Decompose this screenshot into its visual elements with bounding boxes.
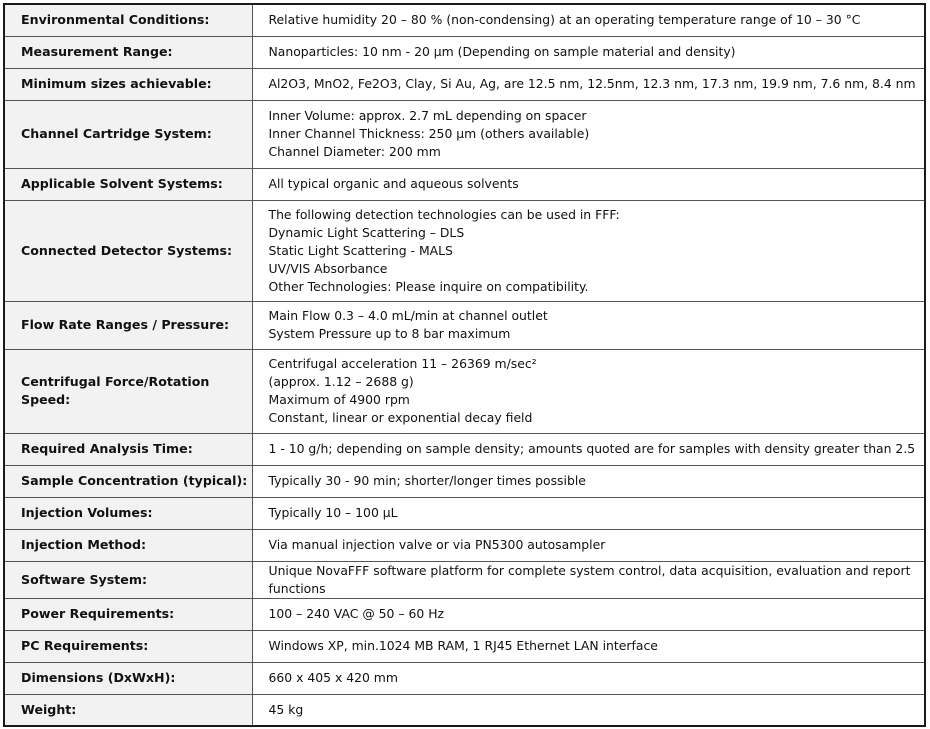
- spec-label: Centrifugal Force/Rotation Speed:: [4, 349, 252, 433]
- spec-value-line: Al2O3, MnO2, Fe2O3, Clay, Si Au, Ag, are 12.5 nm, 12.5nm, 12.3 nm, 17.3 nm, 19.9 nm, 7.6 nm, 8.4 nm: [268, 76, 916, 91]
- spec-row: [4, 168, 925, 200]
- spec-value-line: Typically 30 - 90 min; shorter/longer times possible: [268, 473, 586, 488]
- spec-value: [252, 433, 925, 465]
- spec-label: Weight:: [4, 694, 252, 726]
- spec-label: Injection Method:: [4, 529, 252, 561]
- spec-value-line: Constant, linear or exponential decay field: [268, 410, 533, 425]
- spec-row: [4, 630, 925, 662]
- spec-value-line: Channel Diameter: 200 mm: [268, 144, 441, 159]
- spec-value: [252, 200, 925, 301]
- spec-row: [4, 100, 925, 168]
- spec-value: [252, 662, 925, 694]
- spec-value: [252, 4, 925, 36]
- spec-value-line: Typically 10 – 100 μL: [268, 505, 398, 520]
- spec-label: Measurement Range:: [4, 36, 252, 68]
- spec-label: Environmental Conditions:: [4, 4, 252, 36]
- spec-value-line: 660 x 405 x 420 mm: [268, 670, 398, 685]
- spec-value-line: Maximum of 4900 rpm: [268, 392, 410, 407]
- spec-value-line: Inner Volume: approx. 2.7 mL depending on spacer: [268, 108, 587, 123]
- spec-value-line: Centrifugal acceleration 11 – 26369 m/sec²: [268, 356, 537, 371]
- spec-row: [4, 662, 925, 694]
- spec-row: [4, 694, 925, 726]
- spec-row: [4, 4, 925, 36]
- spec-value-line: Static Light Scattering - MALS: [268, 242, 453, 258]
- spec-value-line: 100 – 240 VAC @ 50 – 60 Hz: [268, 606, 445, 621]
- spec-value-line: UV/VIS Absorbance: [268, 260, 388, 276]
- spec-value: [252, 168, 925, 200]
- spec-value: [252, 465, 925, 497]
- spec-value-line: Other Technologies: Please inquire on compatibility.: [268, 278, 589, 294]
- spec-value: [252, 68, 925, 100]
- spec-value: [252, 301, 925, 349]
- spec-value-line: Via manual injection valve or via PN5300 autosampler: [268, 537, 606, 552]
- spec-label: Injection Volumes:: [4, 497, 252, 529]
- spec-value-line: System Pressure up to 8 bar maximum: [268, 326, 511, 341]
- spec-value: [252, 529, 925, 561]
- spec-value: [252, 349, 925, 433]
- spec-row: [4, 433, 925, 465]
- specifications-table: [3, 3, 926, 727]
- spec-value-line: Windows XP, min.1024 MB RAM, 1 RJ45 Ethernet LAN interface: [268, 638, 658, 653]
- spec-value-line: 45 kg: [268, 701, 304, 717]
- spec-value-line: Inner Channel Thickness: 250 μm (others available): [268, 126, 590, 141]
- spec-label: Connected Detector Systems:: [4, 200, 252, 301]
- spec-label: Applicable Solvent Systems:: [4, 168, 252, 200]
- spec-row: [4, 497, 925, 529]
- spec-label: Power Requirements:: [4, 598, 252, 630]
- spec-value: [252, 598, 925, 630]
- spec-row: [4, 349, 925, 433]
- spec-label: Minimum sizes achievable:: [4, 68, 252, 100]
- specifications-table-body: [4, 4, 925, 726]
- spec-value-line: Nanoparticles: 10 nm - 20 μm (Depending on sample material and density): [268, 44, 736, 59]
- spec-value-line: Dynamic Light Scattering – DLS: [268, 224, 465, 240]
- spec-row: [4, 36, 925, 68]
- spec-label: Software System:: [4, 561, 252, 598]
- spec-label: Channel Cartridge System:: [4, 100, 252, 168]
- spec-value: [252, 100, 925, 168]
- spec-row: [4, 598, 925, 630]
- spec-value-line: (approx. 1.12 – 2688 g): [268, 374, 414, 389]
- spec-label: Dimensions (DxWxH):: [4, 662, 252, 694]
- spec-row: [4, 529, 925, 561]
- spec-row: [4, 301, 925, 349]
- spec-label: Required Analysis Time:: [4, 433, 252, 465]
- spec-label: PC Requirements:: [4, 630, 252, 662]
- spec-value-line: Relative humidity 20 – 80 % (non-condensing) at an operating temperature range of 10 – 30 °C: [268, 12, 861, 28]
- spec-value-line: Main Flow 0.3 – 4.0 mL/min at channel outlet: [268, 308, 548, 323]
- spec-value: [252, 497, 925, 529]
- spec-label: Flow Rate Ranges / Pressure:: [4, 301, 252, 349]
- spec-value-line: Unique NovaFFF software platform for complete system control, data acquisition, evaluation and report functions: [268, 562, 911, 596]
- spec-value-line: The following detection technologies can be used in FFF:: [268, 206, 620, 222]
- spec-value: [252, 694, 925, 726]
- spec-row: [4, 200, 925, 301]
- spec-row: [4, 68, 925, 100]
- spec-value-line: 1 - 10 g/h; depending on sample density; amounts quoted are for samples with density greater than 2.5: [268, 441, 916, 456]
- spec-label: Sample Concentration (typical):: [4, 465, 252, 497]
- spec-row: [4, 561, 925, 598]
- spec-value: [252, 630, 925, 662]
- spec-row: [4, 465, 925, 497]
- spec-value: [252, 36, 925, 68]
- spec-value-line: All typical organic and aqueous solvents: [268, 176, 519, 191]
- spec-value: [252, 561, 925, 598]
